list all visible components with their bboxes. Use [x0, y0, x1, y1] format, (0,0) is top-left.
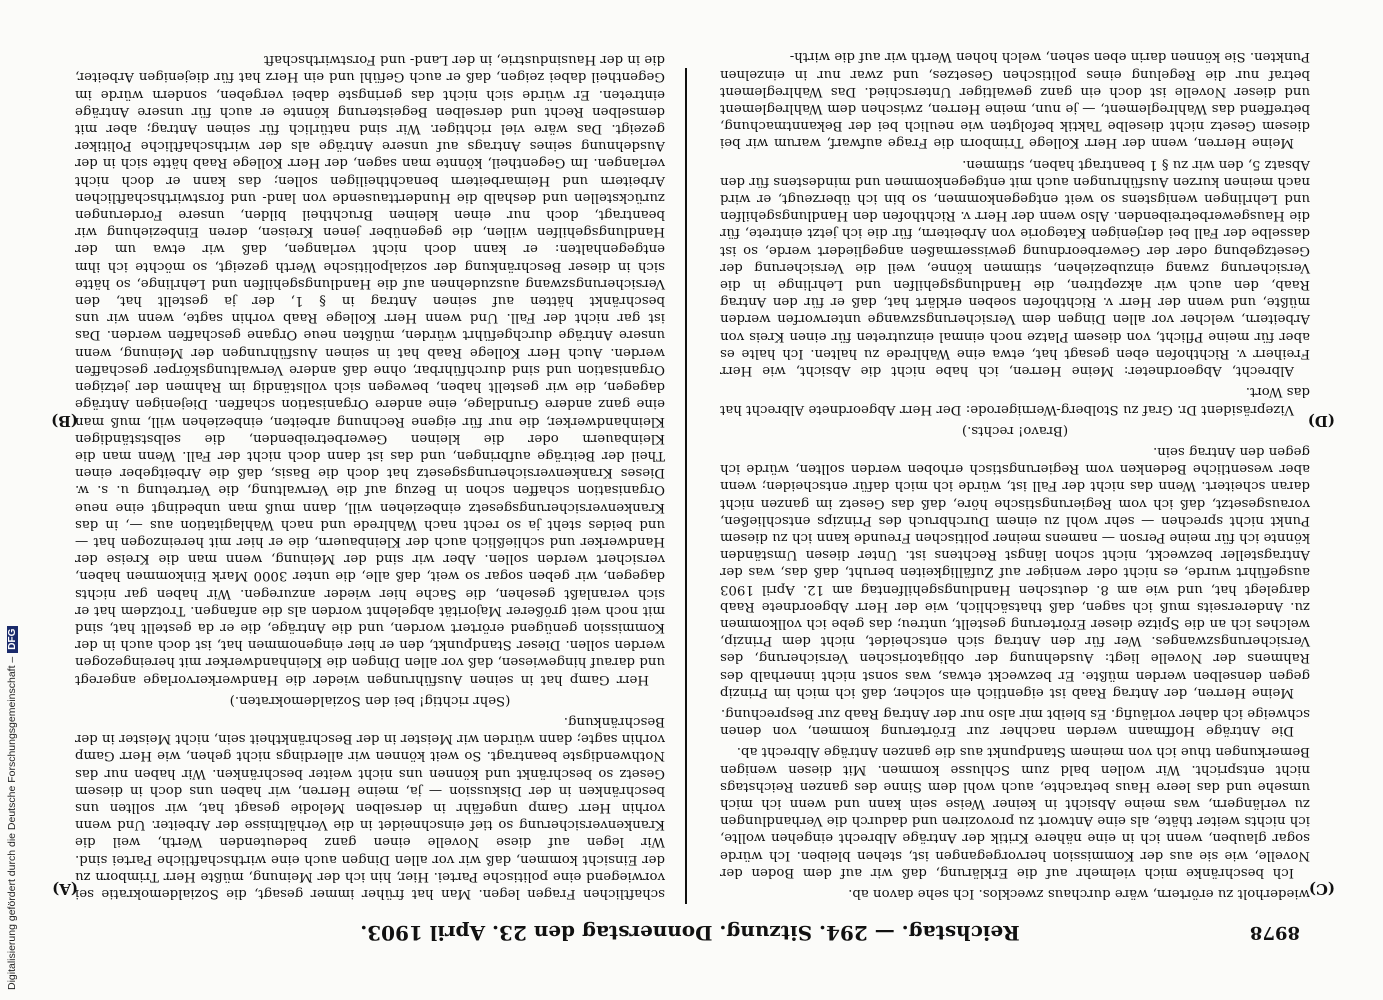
- page-title: Reichstag. — 294. Sitzung. Donnerstag den 23. April 1903.: [360, 921, 1020, 945]
- left-column: [720, 49, 1310, 902]
- rotated-sheet: [40, 40, 1340, 970]
- page-number: 8978: [1249, 922, 1300, 944]
- page-header: [80, 918, 1300, 948]
- paragraph: Meine Herren, der Antrag Raab ist eigentlich ein solcher, daß ich mich im Prinzip gegen denselben werden müßte. Er bezweckt etwas, was sonst nicht innerhalb des Rahmens der Novelle liegt: Ausdehnung der obligatorischen Versicherung, des Versicherungszwanges. Wer für den Antrag sich entscheidet, nicht dem Prinzip, welches ich an die Spitze dieser Erörterung gestellt, untreu; das gebe ich vollkommen zu. Andererseits muß ich sagen, daß thatsächlich, wie der Herr Abgeordnete Raab dargelegt hat, und wie am 8. deutschen Handlungsgehilfentag am 12. April 1903 ausgeführt wurde, es nicht oder weniger auf Zufälligkeiten beruht, daß das, was der Antragsteller bezweckt, nicht schon längst Rechtens ist. Unter diesen Umständen könnte ich für meine Person — namens meiner politischen Freunde kann ich zu diesem Punkt nicht sprechen — sehr wohl zu einem Durchbruch des Prinzips entschließen, vorausgesetzt, daß ich vom Regierungstische höre, daß das Gesetz im ganzen nicht daran scheitert. Wenn das nicht der Fall ist, würde ich mich dafür entscheiden; wenn aber wesentliche Bedenken vom Regierungstisch erhoben werden sollten, würde ich gegen den Antrag sein.: [720, 443, 1310, 700]
- margin-marker-a: (A): [52, 880, 78, 898]
- interjection: (Sehr richtig! bei den Sozialdemokraten.): [229, 692, 511, 708]
- column-divider: [685, 68, 687, 904]
- paragraph: Ich beschränke mich vielmehr auf die Erklärung, daß wir auf dem Boden der Novelle, wie sie aus der Kommission hervorgegangen ist, stehen bleiben. Ich würde sogar glauben, wenn ich in eine nähere Kritik der Anträge Albrecht eingehen wollte, ich nichts weiter thäte, als eine Antwort zu provoziren und dadurch die Verhandlungen zu verlängern, was meine Absicht in keiner Weise sein kann und wenn ich mich umsehe und das leere Haus betrachte, auch wohl dem Sinne des ganzen Reichstags nicht entspricht. Wir wollen bald zum Schlusse kommen. Mit diesen wenigen Bemerkungen thue ich von meinem Standpunkt aus die ganzen Anträge Albrecht ab.: [720, 744, 1310, 880]
- right-column: [75, 52, 665, 902]
- paragraph: wiederholt zu erörtern, wäre durchaus zwecklos. Ich sehe davon ab.: [848, 886, 1310, 901]
- interjection: (Bravo! rechts.): [961, 422, 1069, 438]
- paragraph: Albrecht, Abgeordneter: Meine Herren, ich habe nicht die Absicht, wie Herr Freiherr v. Richthofen eben gesagt hat, etwa eine Wahlrede zu halten. Ich halte es aber für meine Pflicht, von diesem Platze noch einmal einzutreten für einen Kreis von Arbeitern, welcher vor allen Dingen dem Versicherungszwange unterworfen werden müßte, und wenn der Herr v. Richthofen soeben erklärt hat, daß er für den Antrag Raab, den auch wir akzeptiren, die Handlungsgehilfen und Lehrlinge in die Versicherung zwang einzubeziehen, stimmen könne, weil die Versicherung der Gesetzgebung oder der Gewerbeordnung gewissermaßen angegliedert werde, so ist dasselbe der Fall bei derjenigen Kategorie von Arbeitern, für die ich jetzt eintrete, für die Hausgewerbetreibenden. Also wenn der Herr v. Richthofen den Handlungsgehilfen und Lehrlingen wenigstens so weit entgegenkommen, so bin ich überzeugt, er wird nach meinen kurzen Ausführungen auch mit entgegenkommen und mindestens für den Absatz 5, den wir zu § 1 beantragt haben, stimmen.: [720, 156, 1310, 379]
- paragraph: Meine Herren, wenn der Herr Kollege Trimborn die Frage aufwarf, warum wir bei diesem Gesetz nicht dieselbe Taktik befolgten wie neulich bei der Bekanntmachung, betreffend das Wahlreglement, — je nun, meine Herren, zwischen dem Wahlreglement und dieser Novelle ist doch ein ganz gewaltiger Unterschied. Das Wahlreglement betraf nur die Regelung eines politischen Gesetzes, und zwar nur in einzelnen Punkten. Sie können darin eben sehen, welch hohen Werth wir auf die wirth-: [720, 49, 1310, 151]
- digitization-footer: [6, 10, 24, 990]
- margin-marker-d: (D): [1307, 412, 1335, 430]
- paragraph: schaftlichen Fragen legen. Man hat früher immer gesagt, die Sozialdemokratie sei vorwiegend eine politische Partei. Hier, hin ich der Meinung, müßte Herr Trimborn zu der Einsicht kommen, daß wir vor allen Dingen auch eine wirthschaftliche Partei sind. Wir legen auf diese Novelle einen ganz bedeutenden Werth, weil die Krankenversicherung so tief einschneidet in die Verhältnisse der Arbeiter. Und wenn vorhin Herr Gamp ungefähr in derselben Melodie gesagt hat, wir sollten uns beschränken in der Diskussion — ja, meine Herren, wir haben uns doch in diesem Gesetz so beschränkt und können uns nicht weiter beschränken. Wir haben nur das Nothwendigste beantragt. So weit können wir allerdings nicht gehen, wie Herr Gamp vorhin sagte; dann würden wir Meister in der Beschränktheit sein, nicht Meister in der Beschränkung.: [75, 713, 665, 901]
- margin-marker-b: (B): [51, 412, 78, 430]
- dfg-logo: DFG: [7, 626, 18, 653]
- footer-text: Digitalisierung gefördert durch die Deutsche Forschungsgemeinschaft –: [6, 656, 18, 990]
- margin-marker-c: (C): [1308, 880, 1335, 898]
- paragraph: Herr Gamp hat in seinen Ausführungen wieder die Handwerkervorlage angeregt und darauf hingewiesen, daß vor allen Dingen die Kleinhandwerker mit hereingezogen werden sollen. Dieser Standpunkt, den er hier eingenommen hat, ist doch auch in der Kommission genügend erörtert worden, und die Anträge, die er da gestellt hat, sind mit noch weit größerer Majorität abgelehnt worden als die anfangen. Trotzdem hat er sich veranlaßt gesehen, die Sache hier wieder anzuregen. Wir haben gar nichts dagegen, wir geben sogar so weit, daß alle, die unter 3000 Mark Einkommen haben, versichert werden sollen. Aber wir sind der Meinung, wenn man die Kreise der Handwerker und schließlich auch der Kleinbauern, die er hier mit hereinzogen hat — und beides steht ja so recht nach Wahlrede und nach Wahlagitation aus —, in das Krankenversicherungsgesetz einbeziehen will, dann muß man unbedingt eine neue Organisation schaffen schon in Bezug auf die Verwaltung, die Vertretung u. s. w. Dieses Krankenversicherungsgesetz hat doch die Basis, daß die Arbeitgeber einen Theil der Beiträge aufbringen, und das ist dann doch nicht der Fall. Wenn man die Kleinbauern oder die kleinen Gewerbetreibenden, die selbstständigen Kleinhandwerker, die nur für eigene Rechnung arbeiten, einbeziehen will, muß man eine ganz andere Grundlage, eine andere Organisation schaffen. Diejenigen Anträge dagegen, die wir gestellt haben, bewegen sich vollständig im Rahmen der jetzigen Organisation und sind durchführbar, ohne daß andere Verwaltungskörper geschaffen werden. Auch Herr Kollege Raab hat in seinen Ausführungen der Meinung, wenn unsere Anträge durchgeführt würden, müßten neue Organe geschaffen werden. Das ist gar nicht der Fall. Und wenn Herr Kollege Raab vorhin sagte, wenn wir uns beschränkt hätten auf seinen Antrag in § 1, der ja gestellt hat, den Versicherungszwang auszudehnen auf die Handlungsgehilfen und Lehrlinge, so hätte sich in dieser Beschränkung der sozialpolitische Werth gezeigt, so möchte ich ihm entgegenhalten: er kann doch nicht verlangen, daß wir etwa um der Handlungsgehilfen willen, die gegenüber jenen Kreisen, deren Einbeziehung wir beantragt, doch nur einen kleinen Bruchtheil bilden, unsere Forderungen zurückstellen und deshalb die Hunderttausende von land- und forstwirthschaftlichen Arbeitern und Heimarbeitern benachtheiligen sollen; das kann er doch nicht verlangen. Im Gegentheil, könnte man sagen, der Herr Kollege Raab hätte sich in der Ausdehnung seines Antrags auf unsere Anträge als der wirthschaftliche Politiker gezeigt. Das wäre viel richtiger. Wir sind natürlich für seinen Antrag; aber mit demselben Recht und derselben Begeisterung könnte er auch für unsere Anträge eintreten. Er würde sich nicht das geringste dabei vergeben, sondern würde im Gegentheil dabei zeigen, daß er auch Gefühl und ein Herz hat für diejenigen Arbeiter, die in der Hausindustrie, in der Land- und Forstwirthschaft: [75, 52, 665, 687]
- paragraph: Die Anträge Hoffmann werden nachher zur Erörterung kommen, von denen schweige ich daher vorläufig. Es bleibt mir also nur der Antrag Raab zur Besprechung.: [720, 705, 1310, 739]
- paragraph: Vizepräsident Dr. Graf zu Stolberg-Wernigerode: Der Herr Abgeordnete Albrecht hat das Wort.: [720, 384, 1310, 417]
